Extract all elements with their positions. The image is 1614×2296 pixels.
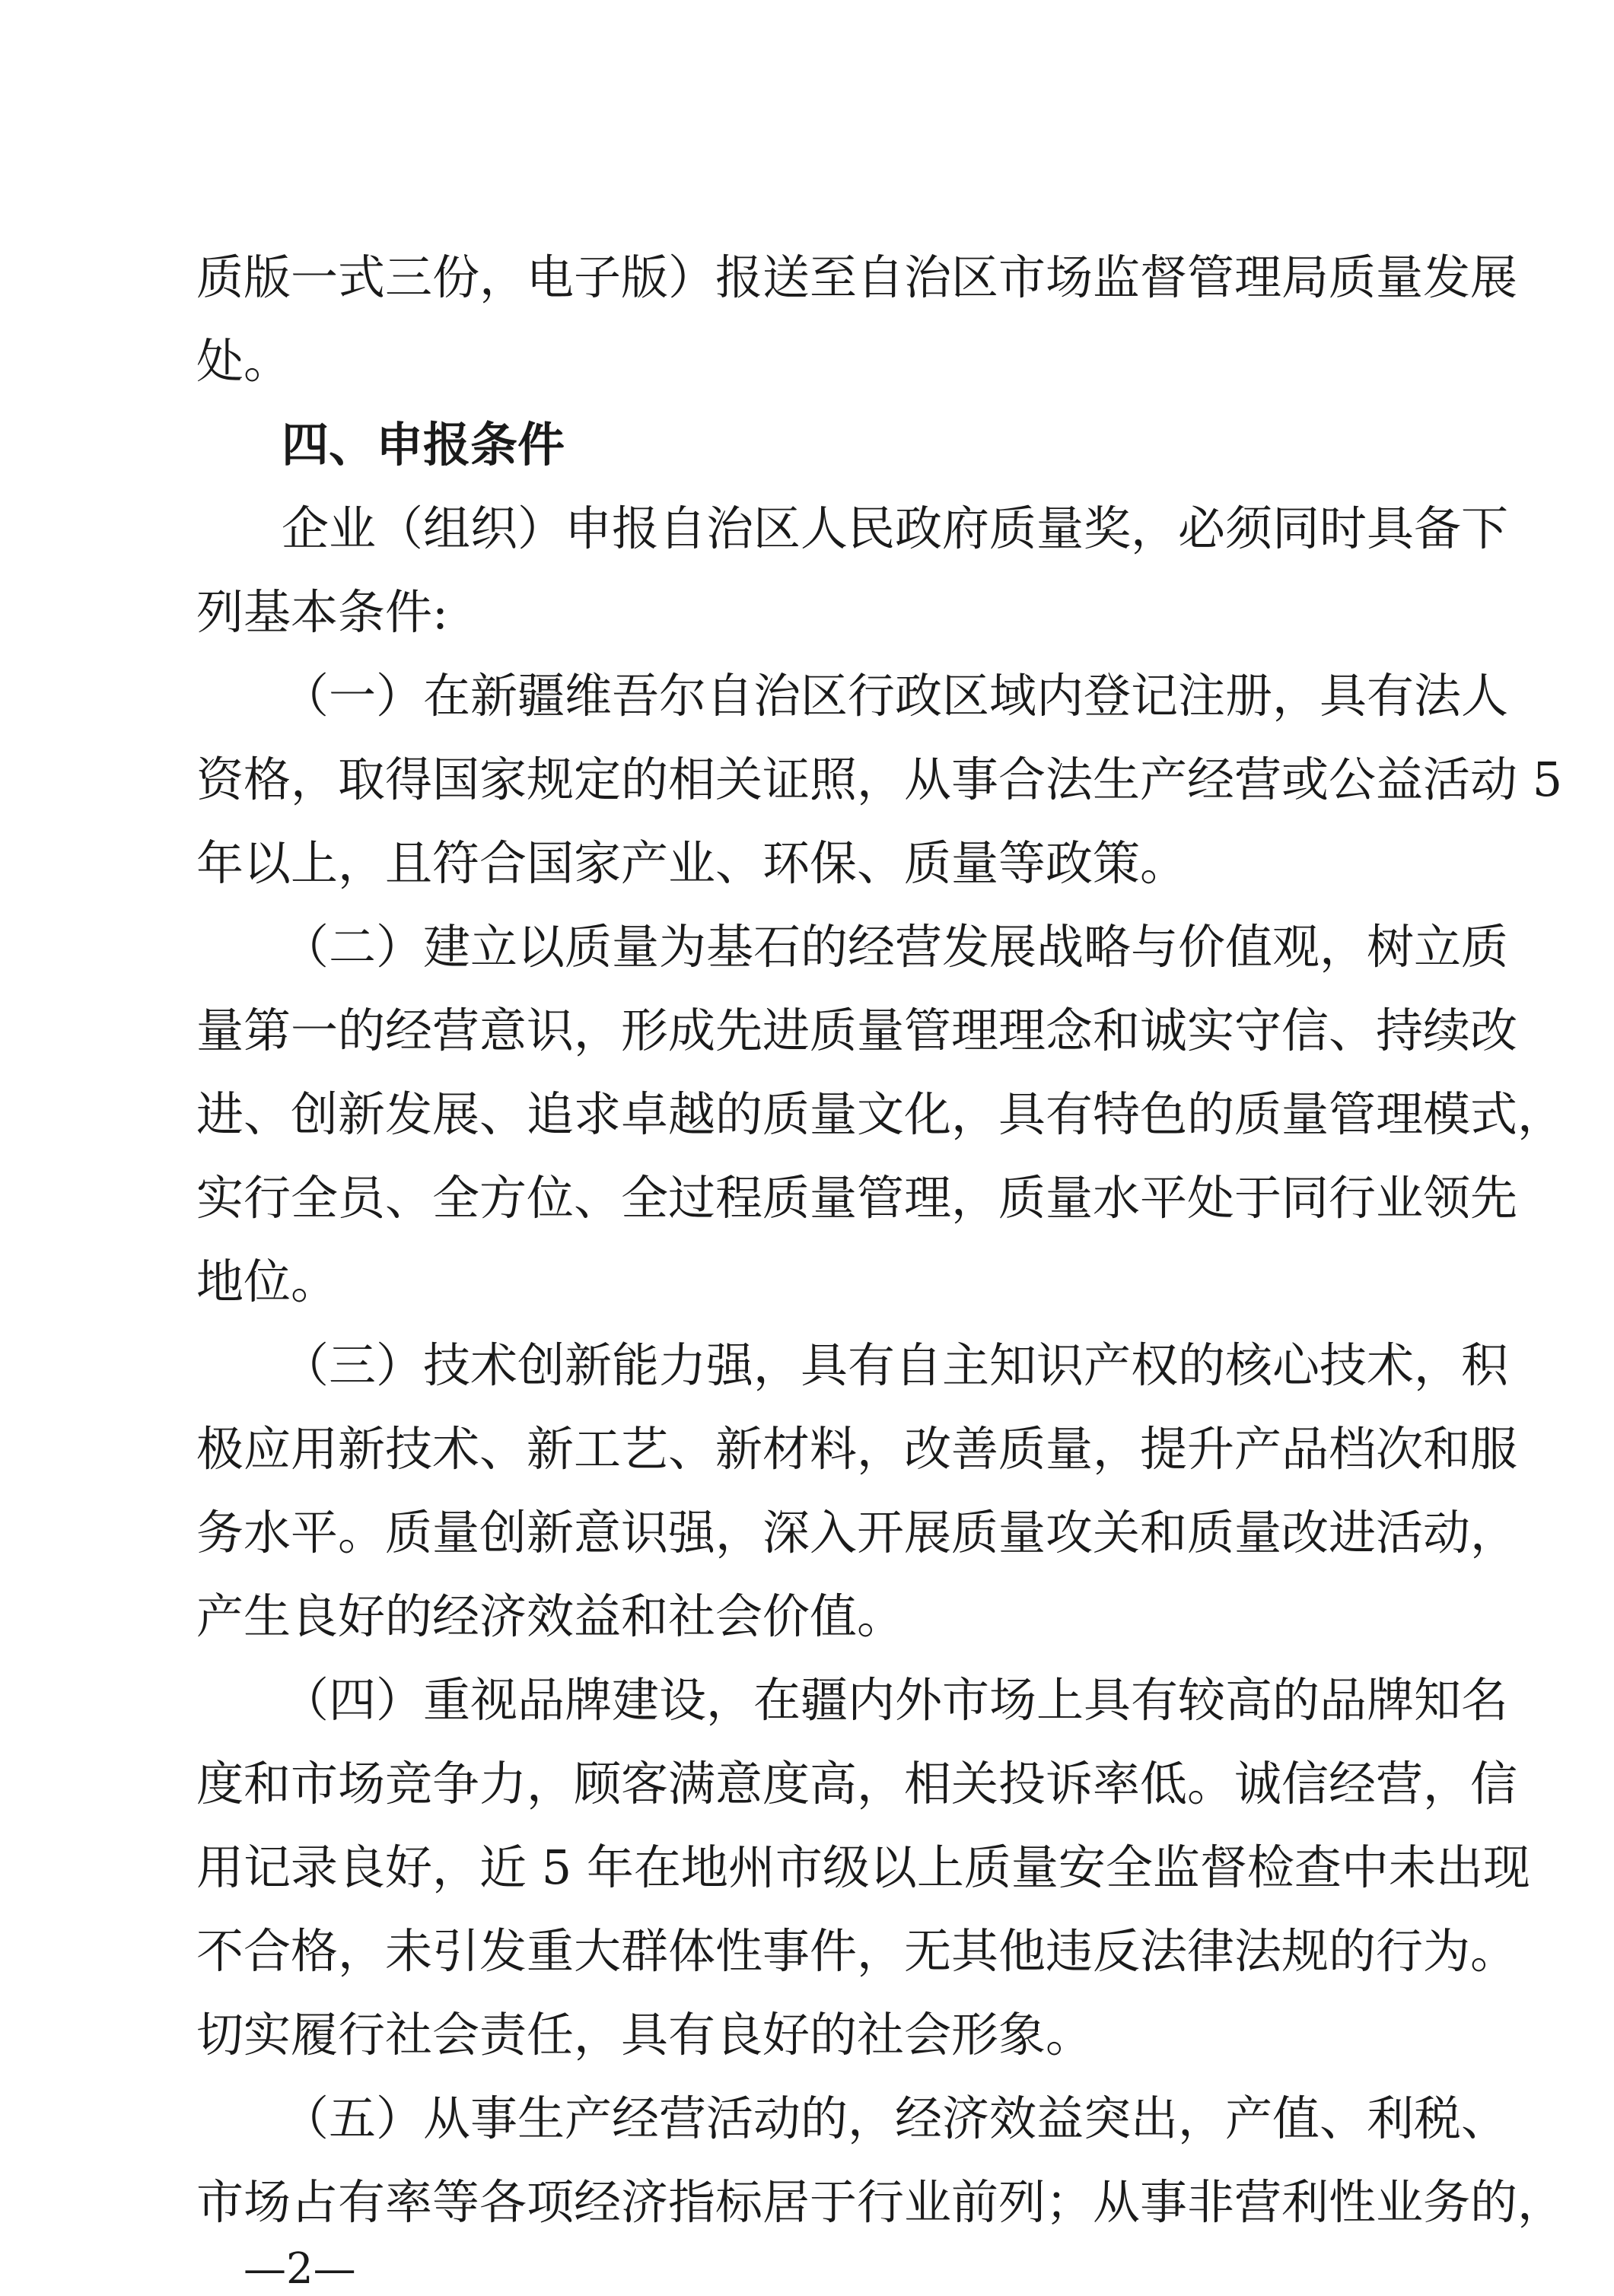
paragraph-first-line: （四）重视品牌建设，在疆内外市场上具有较高的品牌知名 — [282, 1672, 1509, 1728]
body-line: 处。 — [196, 333, 291, 389]
body-line: 量第一的经营意识，形成先进质量管理理念和诚实守信、持续改 — [196, 1003, 1518, 1058]
paragraph-first-line: 企业（组织）申报自治区人民政府质量奖，必须同时具备下 — [282, 501, 1509, 556]
page-number: —2— — [244, 2244, 356, 2294]
body-line: 年以上，且符合国家产业、环保、质量等政策。 — [196, 835, 1188, 891]
body-line: 度和市场竞争力，顾客满意度高，相关投诉率低。诚信经营，信 — [196, 1756, 1518, 1811]
paragraph-first-line: （一）在新疆维吾尔自治区行政区域内登记注册，具有法人 — [282, 668, 1509, 723]
paragraph-first-line: （三）技术创新能力强，具有自主知识产权的核心技术，积 — [282, 1337, 1509, 1393]
body-line: 地位。 — [196, 1254, 339, 1309]
body-line: 实行全员、全方位、全过程质量管理，质量水平处于同行业领先 — [196, 1170, 1518, 1226]
body-line: 切实履行社会责任，具有良好的社会形象。 — [196, 2007, 1094, 2062]
body-line: 市场占有率等各项经济指标居于行业前列；从事非营利性业务的， — [196, 2174, 1565, 2230]
body-line: 不合格，未引发重大群体性事件，无其他违反法律法规的行为。 — [196, 1923, 1518, 1979]
paragraph-first-line: （五）从事生产经营活动的，经济效益突出，产值、利税、 — [282, 2091, 1509, 2146]
paragraph-first-line: （二）建立以质量为基石的经营发展战略与价值观，树立质 — [282, 919, 1509, 975]
body-line: 务水平。质量创新意识强，深入开展质量攻关和质量改进活动， — [196, 1505, 1518, 1560]
body-line: 质版一式三份，电子版）报送至自治区市场监督管理局质量发展 — [196, 250, 1518, 305]
body-line: 用记录良好，近 5 年在地州市级以上质量安全监督检查中未出现 — [196, 1840, 1530, 1895]
section-heading: 四、申报条件 — [282, 417, 565, 472]
body-line: 产生良好的经济效益和社会价值。 — [196, 1588, 905, 1644]
body-line: 列基本条件: — [196, 584, 448, 640]
body-line: 资格，取得国家规定的相关证照，从事合法生产经营或公益活动 5 — [196, 752, 1563, 807]
body-line: 进、创新发展、追求卓越的质量文化，具有特色的质量管理模式， — [196, 1086, 1565, 1142]
body-line: 极应用新技术、新工艺、新材料，改善质量，提升产品档次和服 — [196, 1421, 1518, 1477]
